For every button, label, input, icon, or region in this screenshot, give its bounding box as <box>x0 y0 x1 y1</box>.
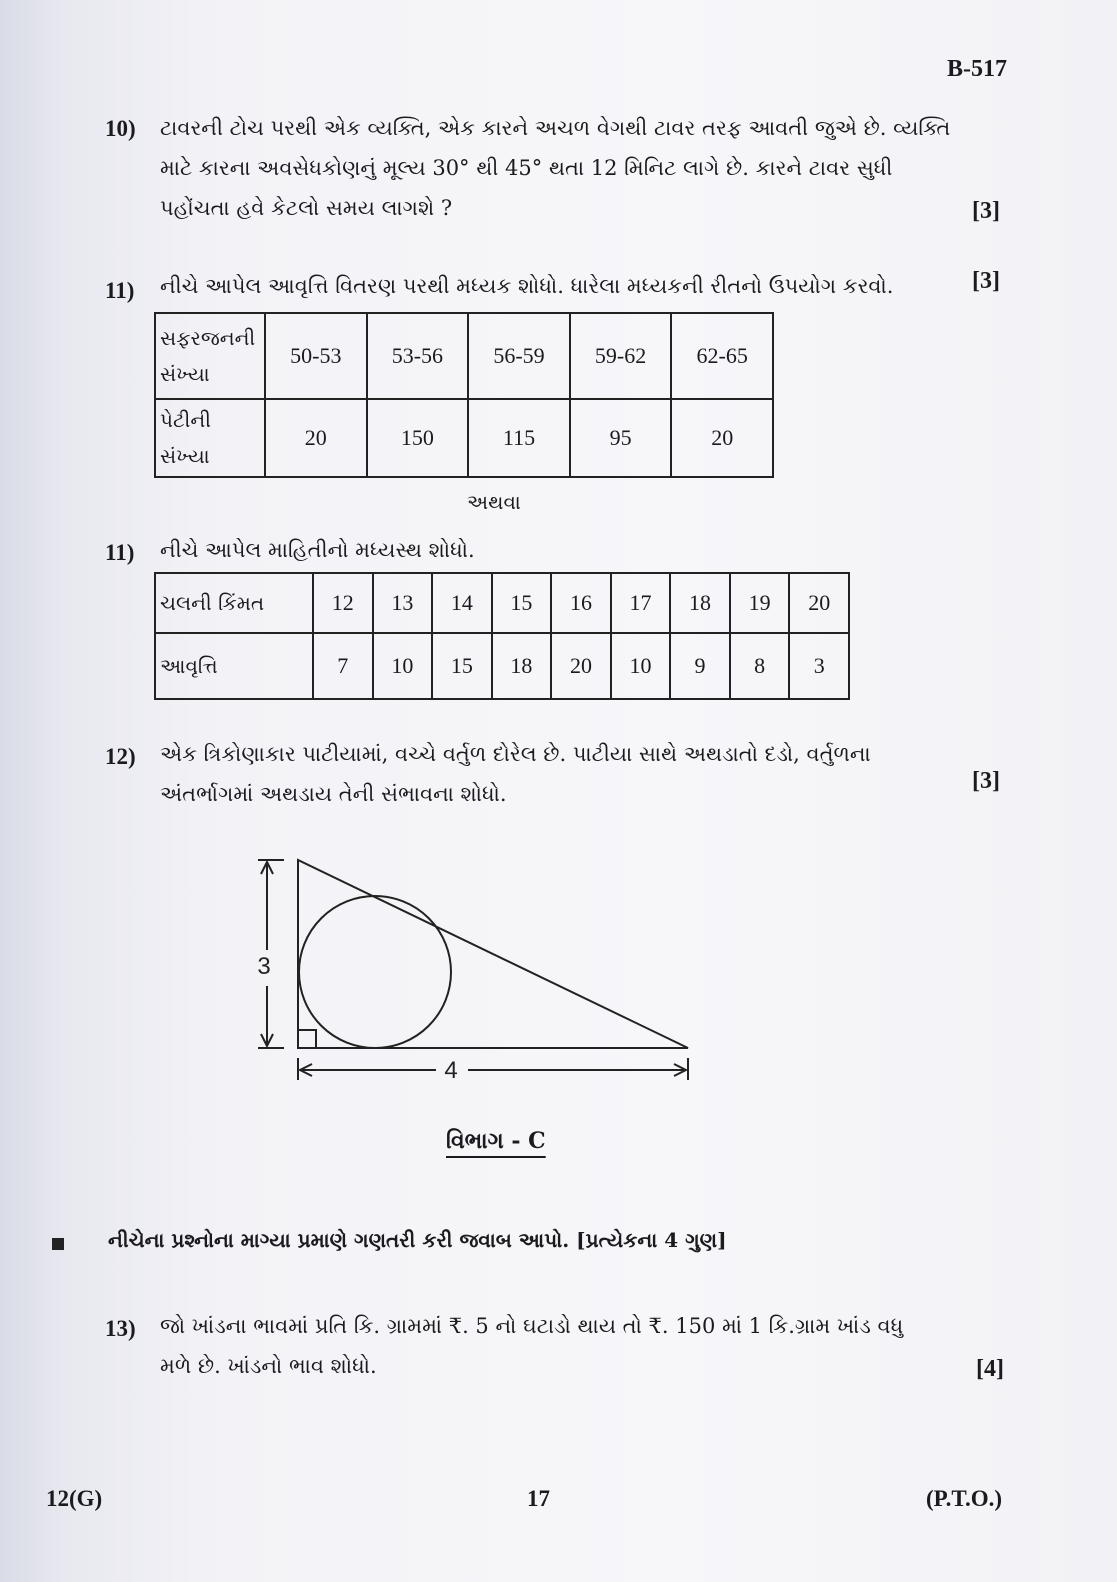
marks-label: [3] <box>972 268 1000 294</box>
table-cell: 3 <box>789 633 849 699</box>
question-number: 11) <box>105 278 135 303</box>
question-number: 11) <box>105 540 135 565</box>
table-cell: 19 <box>730 573 790 633</box>
question-12-text <box>160 734 960 814</box>
table-cell: 16 <box>551 573 611 633</box>
question-line: ટાવરની ટોચ પરથી એક વ્યક્તિ, એક કારને અચળ વેગથી ટાવર તરફ આવતી જુએ છે. વ્યક્તિ <box>160 116 951 140</box>
median-data-table <box>154 572 850 700</box>
table-cell: 18 <box>492 633 552 699</box>
table-row <box>155 633 849 699</box>
right-angle-mark <box>298 1030 316 1048</box>
table-cell: 14 <box>432 573 492 633</box>
footer-code: 12(G) <box>46 1486 103 1511</box>
pto-label: (P.T.O.) <box>926 1486 1003 1511</box>
question-number: 12) <box>105 744 136 769</box>
question-line: જો ખાંડના ભાવમાં પ્રતિ કિ. ગ્રામમાં ₹. 5 નો ઘટાડો થાય તો ₹. 150 માં 1 કિ.ગ્રામ ખાંડ વધુ <box>160 1314 904 1338</box>
marks-label: [4] <box>976 1356 1004 1382</box>
section-title: વિભાગ - C <box>446 1128 546 1154</box>
table-row <box>155 313 773 399</box>
frequency-distribution-table <box>154 312 774 478</box>
or-separator: અથવા <box>467 490 521 514</box>
section-instruction: નીચેના પ્રશ્નોના માગ્યા પ્રમાણે ગણતરી કરી જવાબ આપો. [પ્રત્યેકના 4 ગુણ] <box>108 1228 727 1252</box>
inscribed-circle <box>299 896 451 1048</box>
table-cell: 50-53 <box>265 313 367 399</box>
question-line: માટે કારના અવસેધકોણનું મૂલ્ય 30° થી 45° થતા 12 મિનિટ લાગે છે. કારને ટાવર સુધી <box>160 156 893 180</box>
row-label <box>155 313 265 399</box>
table-cell: 115 <box>468 399 570 477</box>
question-number: 13) <box>105 1316 136 1341</box>
table-cell: 17 <box>611 573 671 633</box>
table-cell: 10 <box>611 633 671 699</box>
table-cell: 9 <box>670 633 730 699</box>
row-label-line: સંખ્યા <box>160 362 210 386</box>
table-cell: 12 <box>313 573 373 633</box>
row-label: ચલની કિંમત <box>155 573 313 633</box>
table-cell: 150 <box>367 399 469 477</box>
right-triangle <box>298 860 688 1048</box>
table-cell: 62-65 <box>671 313 773 399</box>
question-13-text <box>160 1306 960 1386</box>
table-cell: 15 <box>432 633 492 699</box>
question-10-text <box>160 108 960 228</box>
table-cell: 7 <box>313 633 373 699</box>
table-cell: 20 <box>789 573 849 633</box>
row-label-line: સંખ્યા <box>160 444 210 468</box>
table-cell: 18 <box>670 573 730 633</box>
table-cell: 20 <box>671 399 773 477</box>
question-number: 10) <box>105 116 136 141</box>
height-label: 3 <box>257 953 271 980</box>
table-cell: 95 <box>570 399 672 477</box>
base-label: 4 <box>444 1057 458 1084</box>
table-cell: 20 <box>265 399 367 477</box>
row-label: આવૃત્તિ <box>155 633 313 699</box>
table-cell: 8 <box>730 633 790 699</box>
marks-label: [3] <box>972 198 1000 224</box>
inscribed-circle-triangle-figure <box>240 850 710 1090</box>
table-cell: 56-59 <box>468 313 570 399</box>
table-row <box>155 573 849 633</box>
page-number: 17 <box>527 1486 550 1511</box>
table-cell: 53-56 <box>367 313 469 399</box>
row-label-line: સફરજનની <box>160 326 256 350</box>
marks-label: [3] <box>972 768 1000 794</box>
table-row <box>155 399 773 477</box>
question-line: પહોંચતા હવે કેટલો સમય લાગશે ? <box>160 196 453 220</box>
question-line: મળે છે. ખાંડનો ભાવ શોધો. <box>160 1354 377 1378</box>
question-line: અંતર્ભાગમાં અથડાય તેની સંભાવના શોધો. <box>160 782 507 806</box>
table-cell: 59-62 <box>570 313 672 399</box>
table-cell: 15 <box>492 573 552 633</box>
question-11a-text: નીચે આપેલ આવૃત્તિ વિતરણ પરથી મધ્યક શોધો. ધારેલા મધ્યકની રીતનો ઉપયોગ કરવો. <box>160 274 894 298</box>
bullet-icon <box>52 1238 64 1250</box>
row-label <box>155 399 265 477</box>
row-label-line: પેટીની <box>160 408 211 432</box>
question-11b-text: નીચે આપેલ માહિતીનો મધ્યસ્થ શોધો. <box>160 538 475 562</box>
paper-code: B-517 <box>947 56 1007 82</box>
question-line: એક ત્રિકોણાકાર પાટીયામાં, વચ્ચે વર્તુળ દોરેલ છે. પાટીયા સાથે અથડાતો દડો, વર્તુળના <box>160 742 871 766</box>
table-cell: 20 <box>551 633 611 699</box>
table-cell: 13 <box>373 573 433 633</box>
table-cell: 10 <box>373 633 433 699</box>
